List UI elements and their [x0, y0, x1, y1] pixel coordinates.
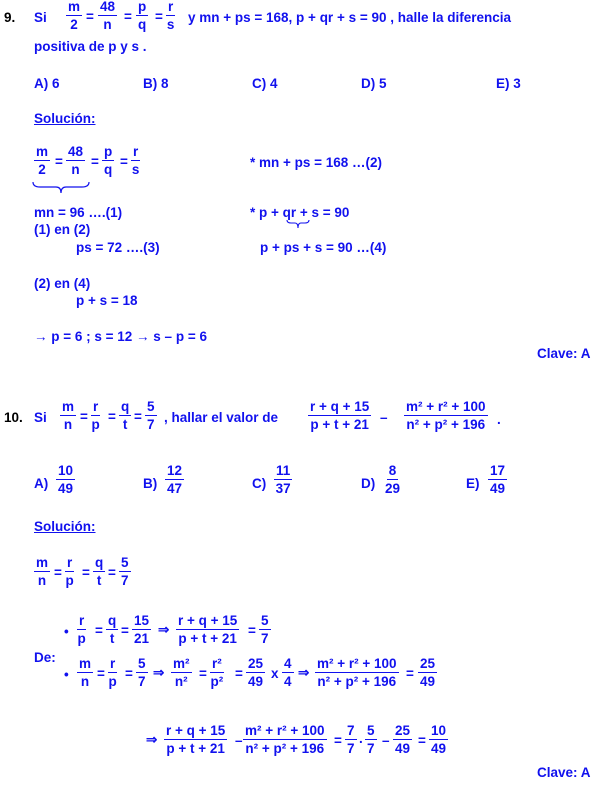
ps-line: ps = 72 ….(3): [76, 240, 160, 255]
minus-sign: –: [382, 733, 390, 748]
option-e-fraction[interactable]: 17 49: [490, 463, 506, 496]
equals-sign: =: [54, 565, 62, 580]
option-c-label[interactable]: C): [252, 476, 267, 491]
fraction-r2-p2: r² p²: [210, 656, 224, 689]
fraction-r-p: r p: [77, 613, 86, 646]
fraction-r-s: r s: [166, 0, 175, 32]
fraction-rq15: r + q + 15 p + t + 21: [178, 613, 238, 646]
fraction-15-21: 15 21: [134, 613, 150, 646]
implies-arrow-icon: ⇒: [146, 732, 158, 747]
answer-key: Clave: A: [537, 346, 591, 361]
fraction-r-p: r p: [65, 555, 74, 588]
equals-sign: =: [86, 9, 94, 24]
fraction-5-7: 5 7: [261, 613, 269, 646]
option-a-fraction[interactable]: 10 49: [58, 463, 74, 496]
option-d-label[interactable]: D): [361, 476, 376, 491]
eq2-line: * mn + ps = 168 …(2): [250, 155, 383, 170]
underbrace: [286, 219, 310, 229]
fraction-r-p: r p: [91, 399, 100, 432]
equals-sign: =: [82, 565, 90, 580]
substitution-2-in-4: (2) en (4): [34, 276, 91, 291]
fraction-rq15: r + q + 15 p + t + 21: [310, 399, 370, 432]
result-line: → p = 6 ; s = 12 → s – p = 6: [34, 329, 207, 344]
problem-number-10: 10.: [4, 410, 23, 425]
fraction-25-49: 25 49: [420, 656, 436, 689]
fraction-48-n: 48 n: [68, 144, 84, 177]
minus-sign: –: [235, 733, 243, 748]
option-e-label[interactable]: E): [466, 476, 480, 491]
option-d[interactable]: D) 5: [361, 76, 387, 91]
equals-sign: =: [120, 154, 128, 169]
option-b[interactable]: B) 8: [143, 76, 169, 91]
fraction-m-2: m 2: [68, 0, 81, 32]
equals-sign: =: [134, 409, 142, 424]
equals-sign: =: [248, 623, 256, 638]
option-a[interactable]: A) 6: [34, 76, 60, 91]
equals-sign: =: [406, 666, 414, 681]
equals-sign: =: [199, 666, 207, 681]
underbrace: [32, 181, 90, 195]
option-c[interactable]: C) 4: [252, 76, 278, 91]
fraction-25-49: 25 49: [248, 656, 264, 689]
implies-arrow-icon: ⇒: [153, 665, 165, 680]
fraction-10-49: 10 49: [431, 723, 447, 756]
fraction-m2r2: m² + r² + 100 n² + p² + 196: [317, 656, 397, 689]
equals-sign: =: [80, 409, 88, 424]
equals-sign: =: [124, 9, 132, 24]
fraction-25-49: 25 49: [395, 723, 411, 756]
equals-sign: =: [121, 623, 129, 638]
si-label: Si: [34, 10, 47, 25]
fraction-m-n: m n: [36, 555, 49, 588]
fraction-5-7: 5 7: [367, 723, 375, 756]
equals-sign: =: [125, 666, 133, 681]
fraction-p-q: p q: [138, 0, 147, 32]
de-label: De:: [34, 650, 56, 665]
equals-sign: =: [418, 733, 426, 748]
p-plus-s-line: p + s = 18: [76, 293, 138, 308]
fraction-7-7: 7 7: [347, 723, 355, 756]
solution-title: Solución:: [34, 111, 96, 126]
equals-sign: =: [235, 666, 243, 681]
bullet-icon: •: [64, 624, 69, 639]
fraction-r-p: r p: [108, 656, 117, 689]
problem-9-conditions-line2: positiva de p y s .: [34, 39, 147, 54]
fraction-m2-n2: m² n²: [173, 656, 190, 689]
fraction-m-n: m n: [62, 399, 75, 432]
times-sign: x: [271, 666, 279, 681]
equals-sign: =: [108, 409, 116, 424]
fraction-q-t: q t: [121, 399, 130, 432]
answer-key: Clave: A: [537, 765, 591, 780]
bullet-icon: •: [64, 667, 69, 682]
option-d-fraction[interactable]: 8 29: [385, 463, 401, 496]
option-b-fraction[interactable]: 12 47: [167, 463, 183, 496]
mn-line: mn = 96 ….(1): [34, 205, 123, 220]
si-label: Si: [34, 410, 47, 425]
solution-title: Solución:: [34, 519, 96, 534]
minus-sign: –: [380, 410, 388, 425]
problem-10-statement: , hallar el valor de: [164, 410, 279, 425]
equals-sign: =: [95, 623, 103, 638]
equals-sign: =: [97, 666, 105, 681]
fraction-5-7: 5 7: [147, 399, 155, 432]
fraction-m2r2: m² + r² + 100 n² + p² + 196: [406, 399, 486, 432]
problem-number-9: 9.: [4, 10, 16, 25]
option-e[interactable]: E) 3: [496, 76, 521, 91]
option-c-fraction[interactable]: 11 37: [275, 463, 291, 496]
option-a-label[interactable]: A): [34, 476, 49, 491]
substitution-1-in-2: (1) en (2): [34, 222, 91, 237]
implies-arrow-icon: ⇒: [158, 622, 170, 637]
equals-sign: =: [334, 733, 342, 748]
fraction-p-q: p q: [104, 144, 113, 177]
fraction-q-t: q t: [108, 613, 117, 646]
fraction-5-7: 5 7: [138, 656, 146, 689]
equals-sign: =: [155, 9, 163, 24]
equals-sign: =: [91, 154, 99, 169]
dot-operator: .: [359, 731, 363, 746]
fraction-r-s: r s: [131, 144, 140, 177]
equals-sign: =: [108, 565, 116, 580]
fraction-m-n: m n: [79, 656, 92, 689]
fraction-48-n: 48 n: [100, 0, 116, 32]
fraction-m2r2: m² + r² + 100 n² + p² + 196: [245, 723, 325, 756]
fraction-rq15: r + q + 15 p + t + 21: [166, 723, 226, 756]
fraction-m-2: m 2: [36, 144, 49, 177]
option-b-label[interactable]: B): [143, 476, 158, 491]
fraction-q-t: q t: [95, 555, 104, 588]
period: .: [497, 412, 501, 427]
fraction-4-4: 4 4: [284, 656, 292, 689]
implies-arrow-icon: ⇒: [298, 665, 310, 680]
p-qr-line: * p + qr + s = 90: [250, 205, 350, 220]
eq4-line: p + ps + s = 90 …(4): [260, 240, 387, 255]
problem-9-conditions: y mn + ps = 168, p + qr + s = 90 , halle la diferencia: [188, 10, 512, 25]
equals-sign: =: [55, 154, 63, 169]
fraction-5-7: 5 7: [121, 555, 129, 588]
